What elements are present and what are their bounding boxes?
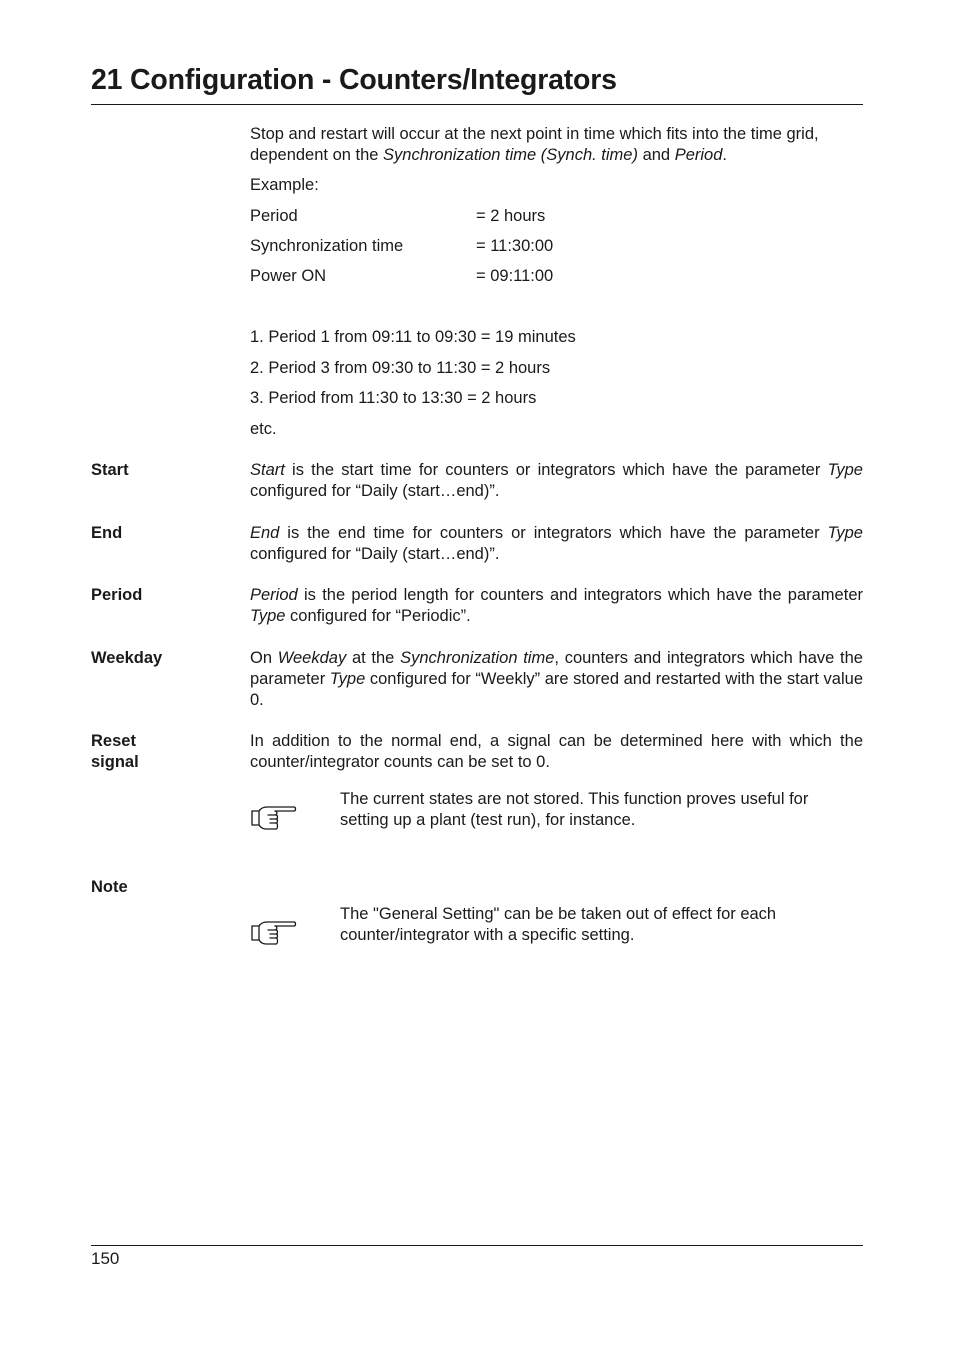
desc-text: configured for “Periodic”. bbox=[285, 607, 471, 625]
param-label-end: End bbox=[91, 524, 123, 542]
param-desc-period bbox=[250, 585, 863, 627]
intro-line-1: Stop and restart will occur at the next point in time which fits into the time grid, bbox=[250, 125, 819, 143]
page-title: 21 Configuration - Counters/Integrators bbox=[91, 64, 617, 96]
term: Synchronization time bbox=[400, 649, 555, 667]
label-line: Reset bbox=[91, 732, 136, 750]
param-label-start: Start bbox=[91, 461, 129, 479]
param-label-weekday: Weekday bbox=[91, 649, 163, 667]
note-line: The "General Setting" can be be taken out of effect for each bbox=[340, 905, 777, 923]
example-value: = 09:11:00 bbox=[476, 267, 554, 285]
desc-text: configured for “Daily (start…end)”. bbox=[250, 545, 500, 563]
example-label: Example: bbox=[250, 176, 319, 194]
example-key: Synchronization time bbox=[250, 237, 404, 255]
desc-text: is the start time for counters or integrators which have the parameter bbox=[284, 461, 828, 479]
intro-text: . bbox=[722, 146, 727, 164]
term: Type bbox=[827, 461, 863, 479]
desc-text: is the end time for counters or integrators which have the parameter bbox=[279, 524, 828, 542]
term: Period bbox=[250, 586, 298, 604]
step-item: 3. Period from 11:30 to 13:30 = 2 hours bbox=[250, 389, 537, 407]
pointing-hand-icon bbox=[250, 919, 298, 945]
intro-term-synch: Synchronization time (Synch. time) bbox=[383, 146, 638, 164]
param-label-period: Period bbox=[91, 586, 143, 604]
info-note-reset bbox=[340, 789, 863, 831]
label-line: signal bbox=[91, 753, 139, 771]
intro-term-period: Period bbox=[674, 146, 723, 164]
note-line: setting up a plant (test run), for instance. bbox=[340, 811, 636, 829]
info-note-general-setting bbox=[340, 904, 863, 946]
example-key: Period bbox=[250, 207, 298, 225]
desc-text: , counters and integrators which have the parameter bbox=[250, 649, 863, 688]
term: End bbox=[250, 524, 280, 542]
note-line: counter/integrator with a specific setting. bbox=[340, 926, 635, 944]
intro-paragraph bbox=[250, 124, 863, 166]
term: Type bbox=[250, 607, 286, 625]
param-desc-start bbox=[250, 460, 863, 502]
step-item: 1. Period 1 from 09:11 to 09:30 = 19 minutes bbox=[250, 328, 576, 346]
desc-text: configured for “Weekly” are stored and restarted with the start value 0. bbox=[250, 670, 863, 709]
pointing-hand-icon bbox=[250, 804, 298, 830]
example-value: = 11:30:00 bbox=[476, 237, 554, 255]
header-rule bbox=[91, 104, 863, 105]
footer-rule bbox=[91, 1245, 863, 1246]
param-desc-reset-signal: In addition to the normal end, a signal can be determined here with which the counter/integrator counts can be set to 0. bbox=[250, 732, 863, 771]
param-label-reset-signal bbox=[91, 731, 231, 773]
desc-text: configured for “Daily (start…end)”. bbox=[250, 482, 500, 500]
example-value: = 2 hours bbox=[476, 207, 546, 225]
desc-text: is the period length for counters and integrators which have the parameter bbox=[297, 586, 863, 604]
intro-text: dependent on the bbox=[250, 146, 384, 164]
step-item: 2. Period 3 from 09:30 to 11:30 = 2 hours bbox=[250, 359, 551, 377]
param-desc-weekday bbox=[250, 648, 863, 711]
example-key: Power ON bbox=[250, 267, 327, 285]
term: Weekday bbox=[277, 649, 347, 667]
desc-text: at the bbox=[346, 649, 401, 667]
term: Start bbox=[250, 461, 285, 479]
term: Type bbox=[329, 670, 366, 688]
note-line: The current states are not stored. This function proves useful for bbox=[340, 790, 809, 808]
page-number: 150 bbox=[91, 1249, 120, 1268]
step-item: etc. bbox=[250, 420, 277, 438]
param-label-note: Note bbox=[91, 878, 128, 896]
intro-text: and bbox=[637, 146, 675, 164]
term: Type bbox=[827, 524, 863, 542]
desc-text: On bbox=[250, 649, 278, 667]
param-desc-end bbox=[250, 523, 863, 565]
